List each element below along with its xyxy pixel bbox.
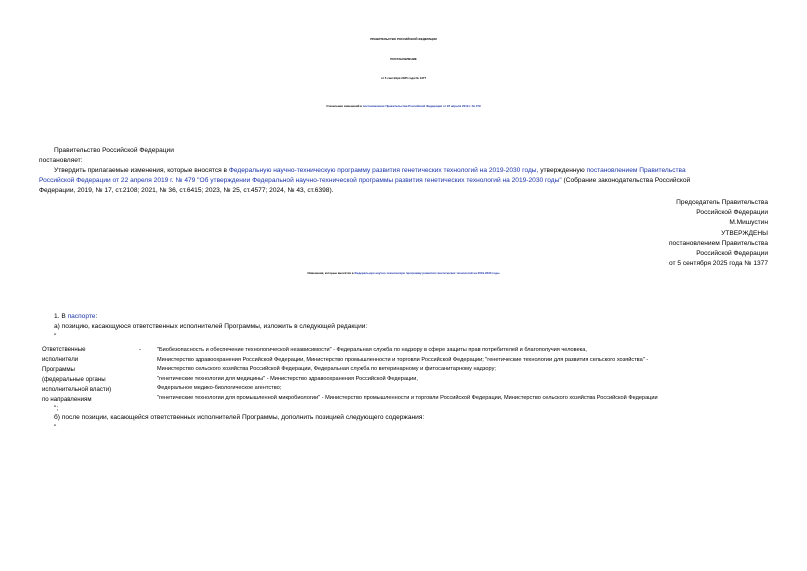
quote-close: "; bbox=[54, 405, 59, 412]
table-dash: - bbox=[139, 346, 142, 353]
title-link[interactable]: постановление Правительства Российской Федерации от 22 апреля 2019 г. № 479 bbox=[362, 104, 481, 108]
document-title bbox=[0, 104, 807, 108]
table-right-line: Федеральное медико-биологическое агентство; bbox=[157, 385, 282, 391]
approved-organization: Российской Федерации bbox=[696, 250, 768, 257]
table-right-line: "генетические технологии для медицины" - Министерство здравоохранения Российской Федерации, bbox=[157, 376, 418, 382]
approve-paragraph-line3: Федерации, 2019, № 17, ст.2108; 2021, № 36, ст.6415; 2023, № 25, ст.4577; 2024, № 43, ст.6398). bbox=[39, 187, 334, 194]
approved-label: УТВЕРЖДЕНЫ bbox=[721, 230, 768, 237]
item-1 bbox=[54, 313, 97, 320]
quote-open-2: " bbox=[54, 424, 57, 431]
table-right-line: Министерство сельского хозяйства Российской Федерации, Федеральная служба по ветеринарному и фитосанитарному надзору; bbox=[157, 366, 496, 372]
signature-organization: Российской Федерации bbox=[696, 209, 768, 216]
approved-by: постановлением Правительства bbox=[668, 240, 768, 247]
table-left-line: Ответственные bbox=[42, 346, 86, 353]
item-b: б) после позиции, касающейся ответственных исполнителей Программы, дополнить позицией следующего содержания: bbox=[54, 414, 425, 421]
approve-text-c: (Собрание законодательства Российской bbox=[561, 177, 691, 184]
approve-text-a: Утвердить прилагаемые изменения, которые вносятся в bbox=[54, 167, 229, 174]
government-heading: ПРАВИТЕЛЬСТВО РОССИЙСКОЙ ФЕДЕРАЦИИ bbox=[370, 37, 437, 41]
changes-title bbox=[0, 271, 807, 275]
approve-paragraph-line1 bbox=[54, 167, 768, 174]
approve-text-b: утвержденную bbox=[538, 167, 587, 174]
changes-title-prefix: Изменения, которые вносятся в bbox=[307, 271, 355, 275]
changes-title-link[interactable]: Федеральную научно-техническую программу развития генетических технологий на 2019-2030 годы bbox=[354, 271, 500, 275]
resolution-link-part2[interactable]: Российской Федерации от 22 апреля 2019 г. № 479 "Об утверждении Федеральной научно-технической программы развития генетических технологий на 2019-2030 годы" bbox=[39, 177, 562, 184]
table-left-line: (федеральные органы bbox=[42, 376, 106, 383]
passport-link[interactable]: паспорте bbox=[67, 313, 96, 320]
table-left-line: по направлениям bbox=[42, 396, 92, 403]
program-link[interactable]: Федеральную научно-техническую программу развития генетических технологий на 2019-2030 годы, bbox=[228, 167, 539, 174]
table-right-line: Министерство здравоохранения Российской Федерации, Министерство промышленности и торговли Российской Федерации; "генетические технологии для развития сельского хозяйства" - bbox=[157, 357, 649, 363]
preamble-line1: Правительство Российской Федерации bbox=[54, 147, 174, 154]
quote-open: " bbox=[54, 333, 57, 340]
approve-paragraph-line2 bbox=[39, 177, 768, 184]
preamble-line2: постановляет: bbox=[39, 157, 83, 164]
table-left-line: исполнители bbox=[42, 356, 79, 363]
title-prefix: О внесении изменений в bbox=[326, 104, 363, 108]
signature-name: М.Мишустин bbox=[729, 219, 768, 226]
approved-date-number: от 5 сентября 2025 года № 1377 bbox=[668, 260, 768, 267]
item-a: а) позицию, касающуюся ответственных исполнителей Программы, изложить в следующей редакции: bbox=[54, 323, 368, 330]
document-type: ПОСТАНОВЛЕНИЕ bbox=[390, 57, 417, 61]
signature-position: Председатель Правительства bbox=[676, 199, 768, 206]
document-date-number: от 5 сентября 2025 года № 1377 bbox=[380, 76, 427, 80]
item-1-suffix: : bbox=[95, 313, 98, 320]
table-right-line: "генетические технологии для промышленной микробиологии" - Министерство промышленности и торговли Российской Федерации, Министерство сельского хозяйства Российской Федерации bbox=[157, 395, 658, 401]
table-left-line: Программы bbox=[42, 366, 75, 373]
table-left-line: исполнительной власти) bbox=[42, 386, 112, 393]
table-right-line: "Биобезопасность и обеспечение технологической независимости" - Федеральная служба по надзору в сфере защиты прав потребителей и благополучия человека, bbox=[157, 347, 587, 353]
resolution-link-part1[interactable]: постановлением Правительства bbox=[586, 167, 686, 174]
item-1-prefix: 1. В bbox=[54, 313, 68, 320]
